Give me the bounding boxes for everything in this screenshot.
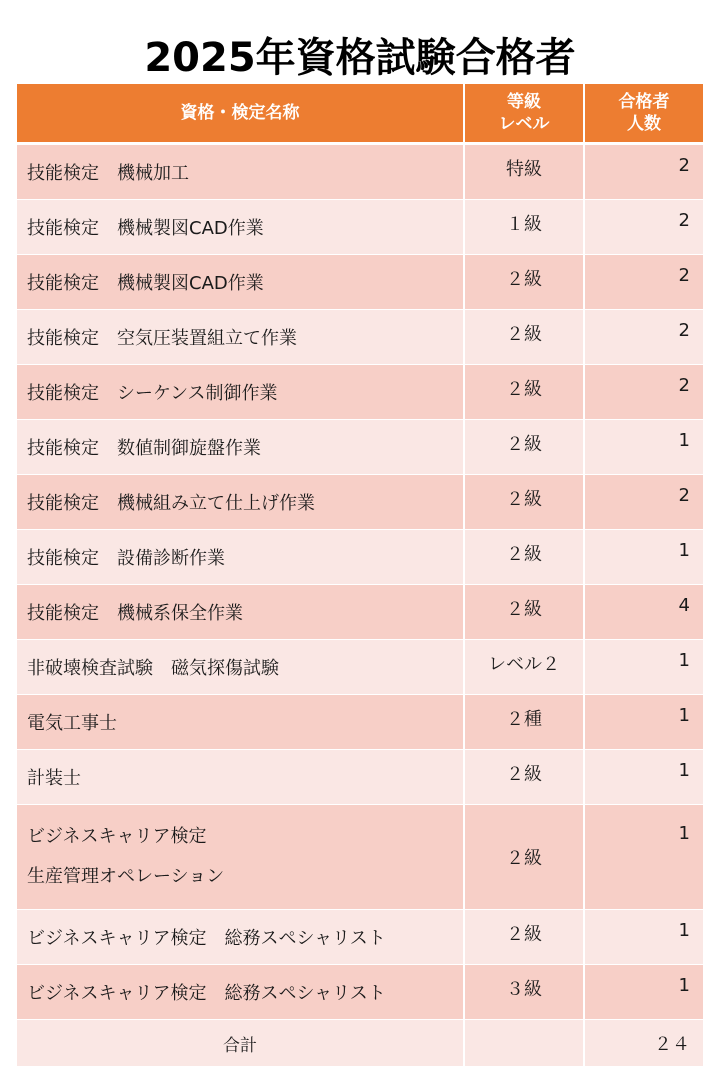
row-name: 技能検定 機械製図CAD作業 [17, 200, 464, 255]
row-name: ビジネスキャリア検定 総務スペシャリスト [17, 910, 464, 965]
table-row [17, 310, 703, 365]
header-count-line1: 合格者 [618, 92, 670, 112]
table-row [17, 750, 703, 805]
row-count: 2 [584, 365, 703, 420]
row-count: 4 [584, 585, 703, 640]
table-row [17, 910, 703, 965]
row-count: 2 [584, 310, 703, 365]
row-level: ２級 [464, 310, 584, 365]
row-name: 技能検定 機械加工 [17, 144, 464, 200]
row-count: 1 [584, 530, 703, 585]
table-row [17, 365, 703, 420]
row-count: 1 [584, 695, 703, 750]
qualifications-table [17, 84, 703, 1067]
row-level: ２級 [464, 255, 584, 310]
total-level-empty [464, 1020, 584, 1067]
table-row [17, 420, 703, 475]
row-level: ２級 [464, 750, 584, 805]
total-count: ２４ [584, 1020, 703, 1067]
row-count: 1 [584, 750, 703, 805]
row-count: 2 [584, 144, 703, 200]
row-level: ２級 [464, 530, 584, 585]
row-level: ２級 [464, 365, 584, 420]
row-level: 特級 [464, 144, 584, 200]
row-name: ビジネスキャリア検定 総務スペシャリスト [17, 965, 464, 1020]
row-level: １級 [464, 200, 584, 255]
row-count: 1 [584, 910, 703, 965]
table-row [17, 200, 703, 255]
row-name: 電気工事士 [17, 695, 464, 750]
row-name [17, 805, 464, 910]
row-count: 2 [584, 475, 703, 530]
total-label: 合計 [17, 1020, 464, 1067]
row-name: 技能検定 数値制御旋盤作業 [17, 420, 464, 475]
row-count: 1 [584, 420, 703, 475]
row-name: 技能検定 シーケンス制御作業 [17, 365, 464, 420]
row-level: ２級 [464, 420, 584, 475]
row-count: 2 [584, 200, 703, 255]
row-level: ２級 [464, 475, 584, 530]
table-row [17, 144, 703, 200]
row-level: ２級 [464, 805, 584, 910]
row-count: 1 [584, 805, 703, 910]
row-name: 計装士 [17, 750, 464, 805]
table-row [17, 640, 703, 695]
header-count-line2: 人数 [627, 114, 661, 134]
row-level: ３級 [464, 965, 584, 1020]
table-row [17, 805, 703, 910]
table-header-row [17, 84, 703, 144]
row-name: 技能検定 空気圧装置組立て作業 [17, 310, 464, 365]
table-row [17, 530, 703, 585]
row-name-line2: 生産管理オペレーション [27, 866, 225, 887]
table-row [17, 965, 703, 1020]
row-name: 技能検定 機械組み立て仕上げ作業 [17, 475, 464, 530]
total-row [17, 1020, 703, 1067]
header-level-line1: 等級 [507, 92, 541, 112]
table-row [17, 255, 703, 310]
page-title: 2025年資格試験合格者 [144, 35, 576, 81]
table-row [17, 475, 703, 530]
row-name: 技能検定 機械製図CAD作業 [17, 255, 464, 310]
table-row [17, 585, 703, 640]
row-level: ２級 [464, 585, 584, 640]
header-level [464, 84, 584, 144]
table-row [17, 695, 703, 750]
header-level-line2: レベル [498, 114, 550, 134]
header-name: 資格・検定名称 [17, 84, 464, 144]
row-name-line1: ビジネスキャリア検定 [27, 826, 207, 847]
row-level: ２級 [464, 910, 584, 965]
header-count [584, 84, 703, 144]
row-name: 技能検定 機械系保全作業 [17, 585, 464, 640]
row-level: ２種 [464, 695, 584, 750]
row-count: 2 [584, 255, 703, 310]
row-count: 1 [584, 640, 703, 695]
row-count: 1 [584, 965, 703, 1020]
row-name: 非破壊検査試験 磁気探傷試験 [17, 640, 464, 695]
row-name: 技能検定 設備診断作業 [17, 530, 464, 585]
row-level: レベル２ [464, 640, 584, 695]
